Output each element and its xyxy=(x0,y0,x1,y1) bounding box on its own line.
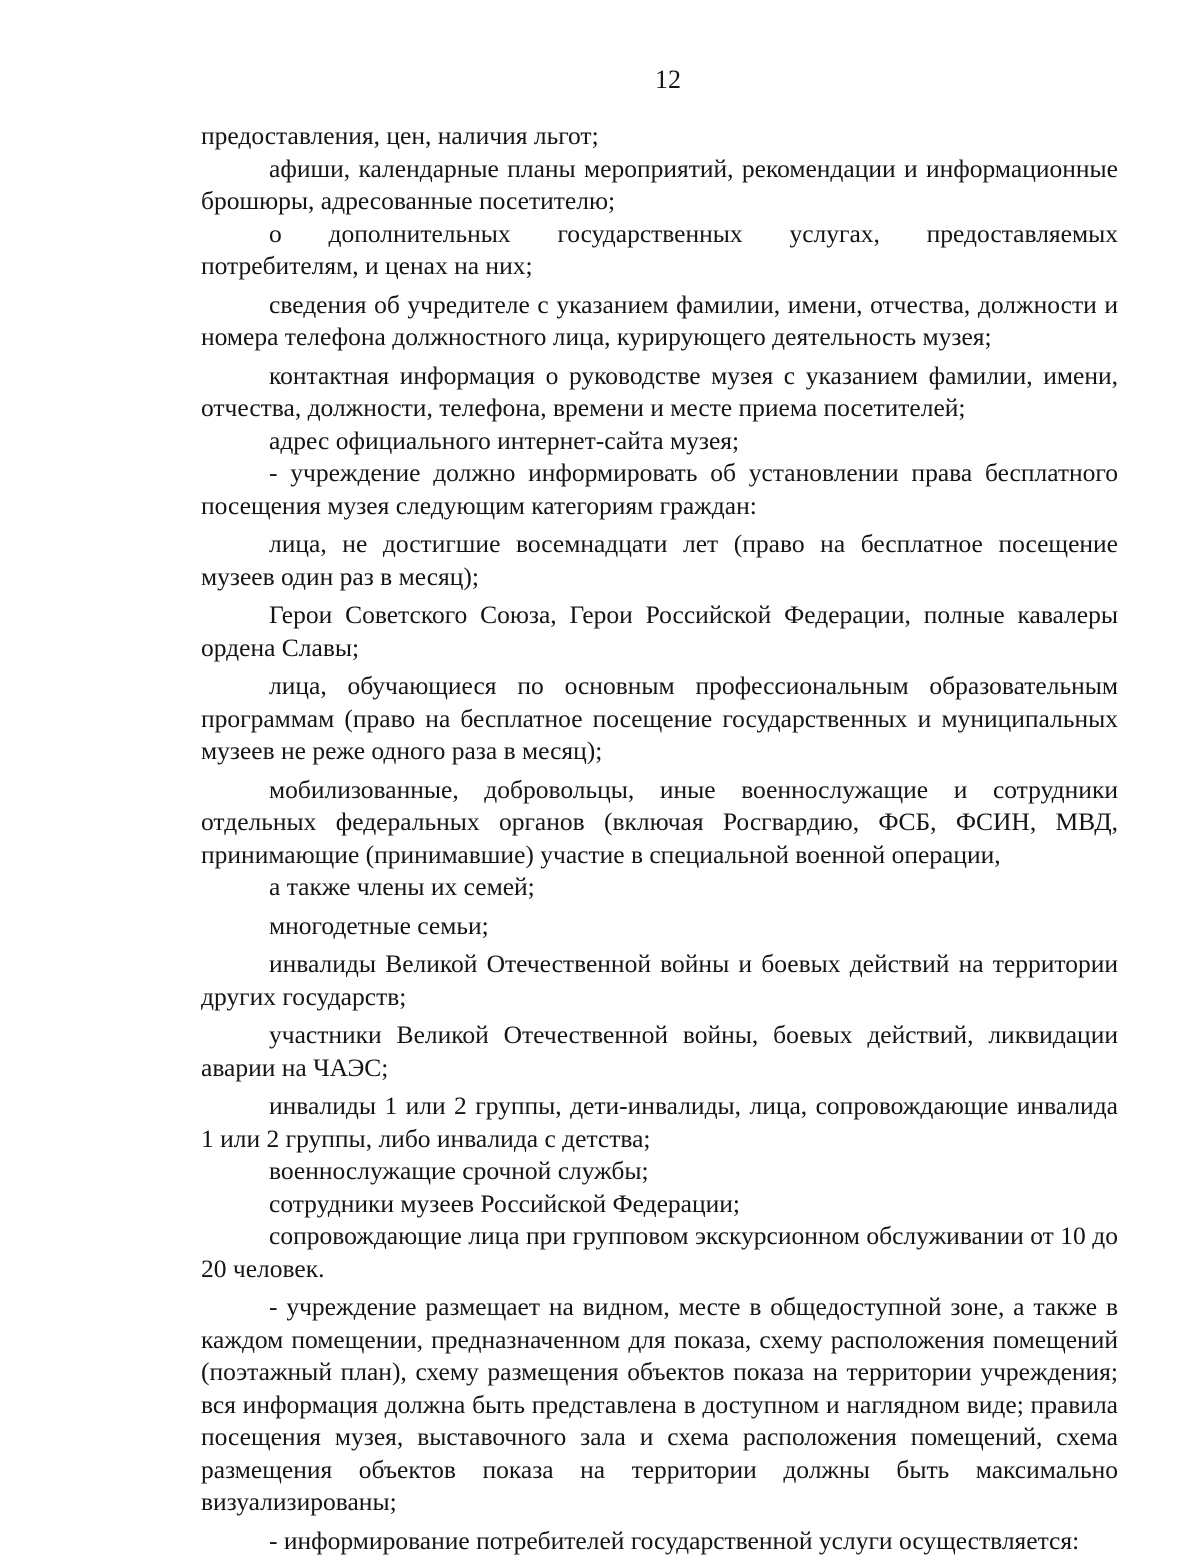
paragraph-students: лица, обучающиеся по основным профессиональным образовательным программам (право на бесплатное посещение государственных и муниципальных музеев не реже одного раза в месяц); xyxy=(201,670,1118,768)
paragraph-website-address: адрес официального интернет-сайта музея; xyxy=(201,425,1118,458)
paragraph-large-families: многодетные семьи; xyxy=(201,910,1118,943)
paragraph-conscripts: военнослужащие срочной службы; xyxy=(201,1155,1118,1188)
paragraph-pricing-line: предоставления, цен, наличия льгот; xyxy=(201,120,1118,153)
paragraph-founder-info: сведения об учредителе с указанием фамилии, имени, отчества, должности и номера телефона должностного лица, курирующего деятельность музея; xyxy=(201,289,1118,354)
document-body xyxy=(201,120,1118,1557)
paragraph-contact-info: контактная информация о руководстве музея с указанием фамилии, имени, отчества, должности, телефона, времени и месте приема посетителей; xyxy=(201,360,1118,425)
paragraph-group-escorts: сопровождающие лица при групповом экскурсионном обслуживании от 10 до 20 человек. xyxy=(201,1220,1118,1285)
paragraph-additional-services: о дополнительных государственных услугах, предоставляемых потребителям, и ценах на них; xyxy=(201,218,1118,283)
paragraph-mobilized: мобилизованные, добровольцы, иные военнослужащие и сотрудники отдельных федеральных органов (включая Росгвардию, ФСБ, ФСИН, МВД, принимающие (принимавшие) участие в специальной военной операции, xyxy=(201,774,1118,872)
paragraph-free-visit-notice: - учреждение должно информировать об установлении права бесплатного посещения музея следующим категориям граждан: xyxy=(201,457,1118,522)
paragraph-informing: - информирование потребителей государственной услуги осуществляется: xyxy=(201,1525,1118,1557)
paragraph-war-participants: участники Великой Отечественной войны, боевых действий, ликвидации аварии на ЧАЭС; xyxy=(201,1019,1118,1084)
paragraph-floor-plan: - учреждение размещает на видном, месте в общедоступной зоне, а также в каждом помещении, предназначенном для показа, схему расположения помещений (поэтажный план), схему размещения объектов показа на территории учреждения; вся информация должна быть представлена в доступном и наглядном виде; правила посещения музея, выставочного зала и схема расположения помещений, схема размещения объектов показа на территории должны быть максимально визуализированы; xyxy=(201,1291,1118,1519)
paragraph-family-members: а также члены их семей; xyxy=(201,871,1118,904)
paragraph-war-invalids: инвалиды Великой Отечественной войны и боевых действий на территории других государств; xyxy=(201,948,1118,1013)
page-number: 12 xyxy=(0,64,1200,96)
paragraph-heroes: Герои Советского Союза, Герои Российской Федерации, полные кавалеры ордена Славы; xyxy=(201,599,1118,664)
paragraph-disabled-persons: инвалиды 1 или 2 группы, дети-инвалиды, лица, сопровождающие инвалида 1 или 2 группы, либо инвалида с детства; xyxy=(201,1090,1118,1155)
paragraph-posters: афиши, календарные планы мероприятий, рекомендации и информационные брошюры, адресованные посетителю; xyxy=(201,153,1118,218)
paragraph-under-eighteen: лица, не достигшие восемнадцати лет (право на бесплатное посещение музеев один раз в месяц); xyxy=(201,528,1118,593)
paragraph-museum-staff: сотрудники музеев Российской Федерации; xyxy=(201,1188,1118,1221)
